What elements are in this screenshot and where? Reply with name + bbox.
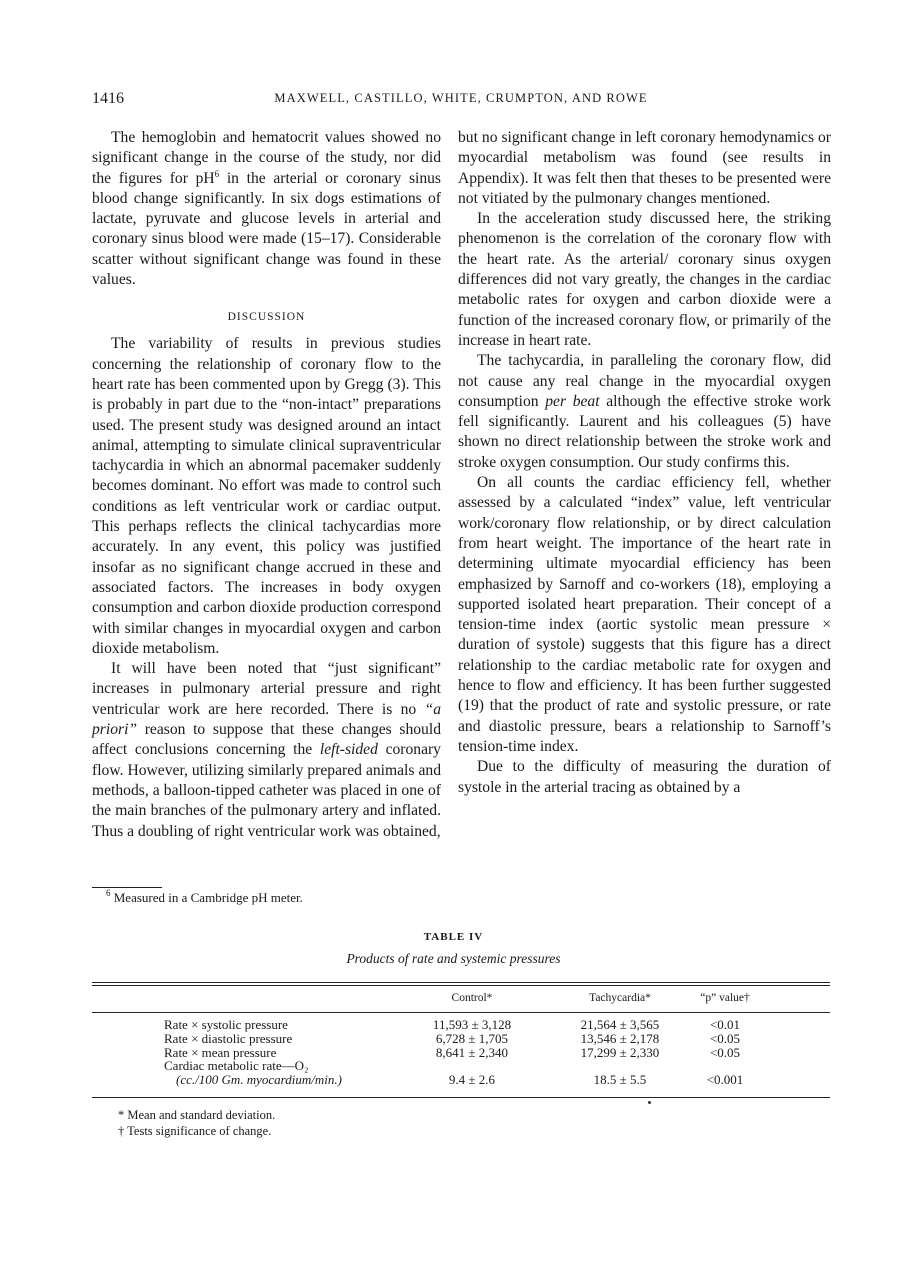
table-header-rule: [92, 1012, 830, 1013]
table-row-label: Cardiac metabolic rate—O₂: [164, 1058, 309, 1073]
running-head-authors: MAXWELL, CASTILLO, WHITE, CRUMPTON, AND ROWE: [274, 91, 648, 105]
table-cell-p-value: <0.05: [709, 1031, 741, 1046]
paragraph-text: in the arterial or coronary sinus blood change significantly. In six dogs estimations of lactate, pyruvate and glucose levels in arterial and coronary sinus blood were made (15–17). Considerable scatter without significant change was found in these values.: [92, 169, 442, 289]
section-heading-discussion: DISCUSSION: [227, 311, 306, 324]
paragraph-text: although the effective stroke work fell significantly. Laurent and his colleagues (5) have shown no direct relationship between the stroke work and stroke oxygen consumption. Our study confirms this.: [458, 392, 831, 471]
paragraph-discussion-1: The variability of results in previous studies concerning the relationship of coronary flow to the heart rate has been commented upon by Gregg (3). This is probably in part due to the “non-intact” preparations used. The present study was designed around an intact animal, attempting to simulate clinical supraventricular tachycardia in which an abnormal pacemaker suddenly becomes dominant. No effort was made to control such conditions as left ventricular work or cardiac output. This perhaps reflects the clinical tachycardias more accurately. In any event, this policy was justified insofar as no significant change accrued in these and associated factors. The increases in body oxygen consumption and carbon dioxide production correspond with similar changes in myocardial oxygen and carbon dioxide metabolism.: [92, 335, 441, 657]
table-row-label: Rate × diastolic pressure: [164, 1031, 293, 1046]
table-cell-tachycardia: 21,564 ± 3,565: [580, 1017, 660, 1032]
footnote-marker: 6: [106, 888, 111, 898]
print-speck: [648, 1101, 651, 1104]
table-row-sublabel: (cc./100 Gm. myocardium/min.): [176, 1072, 342, 1087]
right-column: [458, 128, 831, 798]
table-cell-p-value: <0.05: [709, 1045, 741, 1060]
paragraph-acceleration-study: In the acceleration study discussed here, the striking phenomenon is the correlation of the coronary flow with the heart rate. As the arterial/ coronary sinus oxygen differences did not vary greatly, the changes in the cardiac metabolic rates for oxygen and carbon dioxide were a function of the increased coronary flow, or primarily of the increase in heart rate.: [458, 210, 831, 349]
table-cell-tachycardia: 13,546 ± 2,178: [580, 1031, 660, 1046]
column-header-tachycardia: Tachycardia*: [589, 992, 651, 1004]
paragraph-text: The tachycardia, in paralleling the coronary flow, did not cause any real change in the myocardial oxygen consumption: [458, 352, 831, 410]
table-cell-tachycardia: 17,299 ± 2,330: [580, 1045, 660, 1060]
table-caption: Products of rate and systemic pressures: [346, 951, 561, 966]
paragraph-results-hemoglobin: [92, 128, 441, 290]
paragraph-text: reason to suppose that these changes should affect conclusions concerning the: [92, 721, 441, 759]
paragraph-systole-duration: Due to the difficulty of measuring the duration of systole in the arterial tracing as obtained by a: [458, 758, 831, 796]
running-head: [92, 90, 830, 112]
table-cell-control: 6,728 ± 1,705: [435, 1031, 509, 1046]
table-cell-p-value: <0.001: [706, 1072, 744, 1087]
paragraph-tachycardia: [458, 351, 831, 473]
paragraph-text: It will have been noted that “just significant” increases in pulmonary arterial pressure and right ventricular work are here recorded. There is no: [92, 660, 441, 718]
page-number: 1416: [92, 90, 124, 107]
footnote-divider: [92, 887, 162, 888]
left-column: [92, 128, 441, 842]
table-bottom-rule: [92, 1097, 830, 1098]
table-cell-p-value: <0.01: [709, 1017, 741, 1032]
table-title: TABLE IV: [423, 931, 484, 943]
table-footnote-significance: † Tests significance of change.: [118, 1124, 272, 1138]
table-row-label: Rate × systolic pressure: [164, 1017, 288, 1032]
italic-phrase: left-sided: [319, 741, 378, 759]
paragraph-text: coronary flow. However, utilizing similarly prepared animals and methods, a balloon-tipped catheter was placed in one of the main branches of the pulmonary artery and inflated. Thus a doubling of right ventricular work was obtained,: [92, 741, 441, 840]
paragraph-discussion-2: [92, 659, 441, 842]
italic-phrase: per beat: [545, 392, 600, 410]
table-cell-control: 8,641 ± 2,340: [435, 1045, 509, 1060]
paragraph-text: The hemoglobin and hematocrit values showed no significant change in the course of the study, nor did the figures for pH: [92, 129, 441, 187]
table-row-label: Rate × mean pressure: [164, 1045, 277, 1060]
table-cell-control: 9.4 ± 2.6: [448, 1072, 496, 1087]
column-header-p-value: “p” value†: [700, 992, 750, 1004]
column-header-control: Control*: [451, 992, 493, 1004]
paragraph-cardiac-efficiency: On all counts the cardiac efficiency fell, whether assessed by a calculated “index” value, left ventricular work/coronary flow relationship, or by direct calculation from heart weight. The importance of the heart rate in determining ultimate myocardial efficiency has been emphasized by Sarnoff and co-workers (18), employing a supported isolated heart preparation. Their concept of a tension-time index (aortic systolic mean pressure × duration of systole) suggests that this figure has a direct relationship to the cardiac metabolic rate for oxygen and hence to flow and efficiency. It has been further suggested (19) that the product of rate and systolic pressure, or rate and diastolic pressure, bears a relationship to Sarnoff’s tension-time index.: [458, 474, 831, 755]
table-footnote-mean-sd: * Mean and standard deviation.: [118, 1108, 276, 1122]
italic-phrase: “a priori”: [92, 700, 441, 739]
table-cell-control: 11,593 ± 3,128: [432, 1017, 512, 1032]
footnote-marker: 6: [214, 168, 220, 179]
table-cell-tachycardia: 18.5 ± 5.5: [593, 1072, 647, 1087]
paragraph-continued: but no significant change in left coronary hemodynamics or myocardial metabolism was found (see results in Appendix). It was felt then that theses to be presented were not vitiated by the pulmonary changes mentioned.: [458, 129, 831, 207]
table-top-rule-second: [92, 985, 830, 986]
table-top-rule: [92, 982, 830, 983]
footnote-text: Measured in a Cambridge pH meter.: [110, 890, 303, 905]
page-footnote: [106, 890, 303, 906]
